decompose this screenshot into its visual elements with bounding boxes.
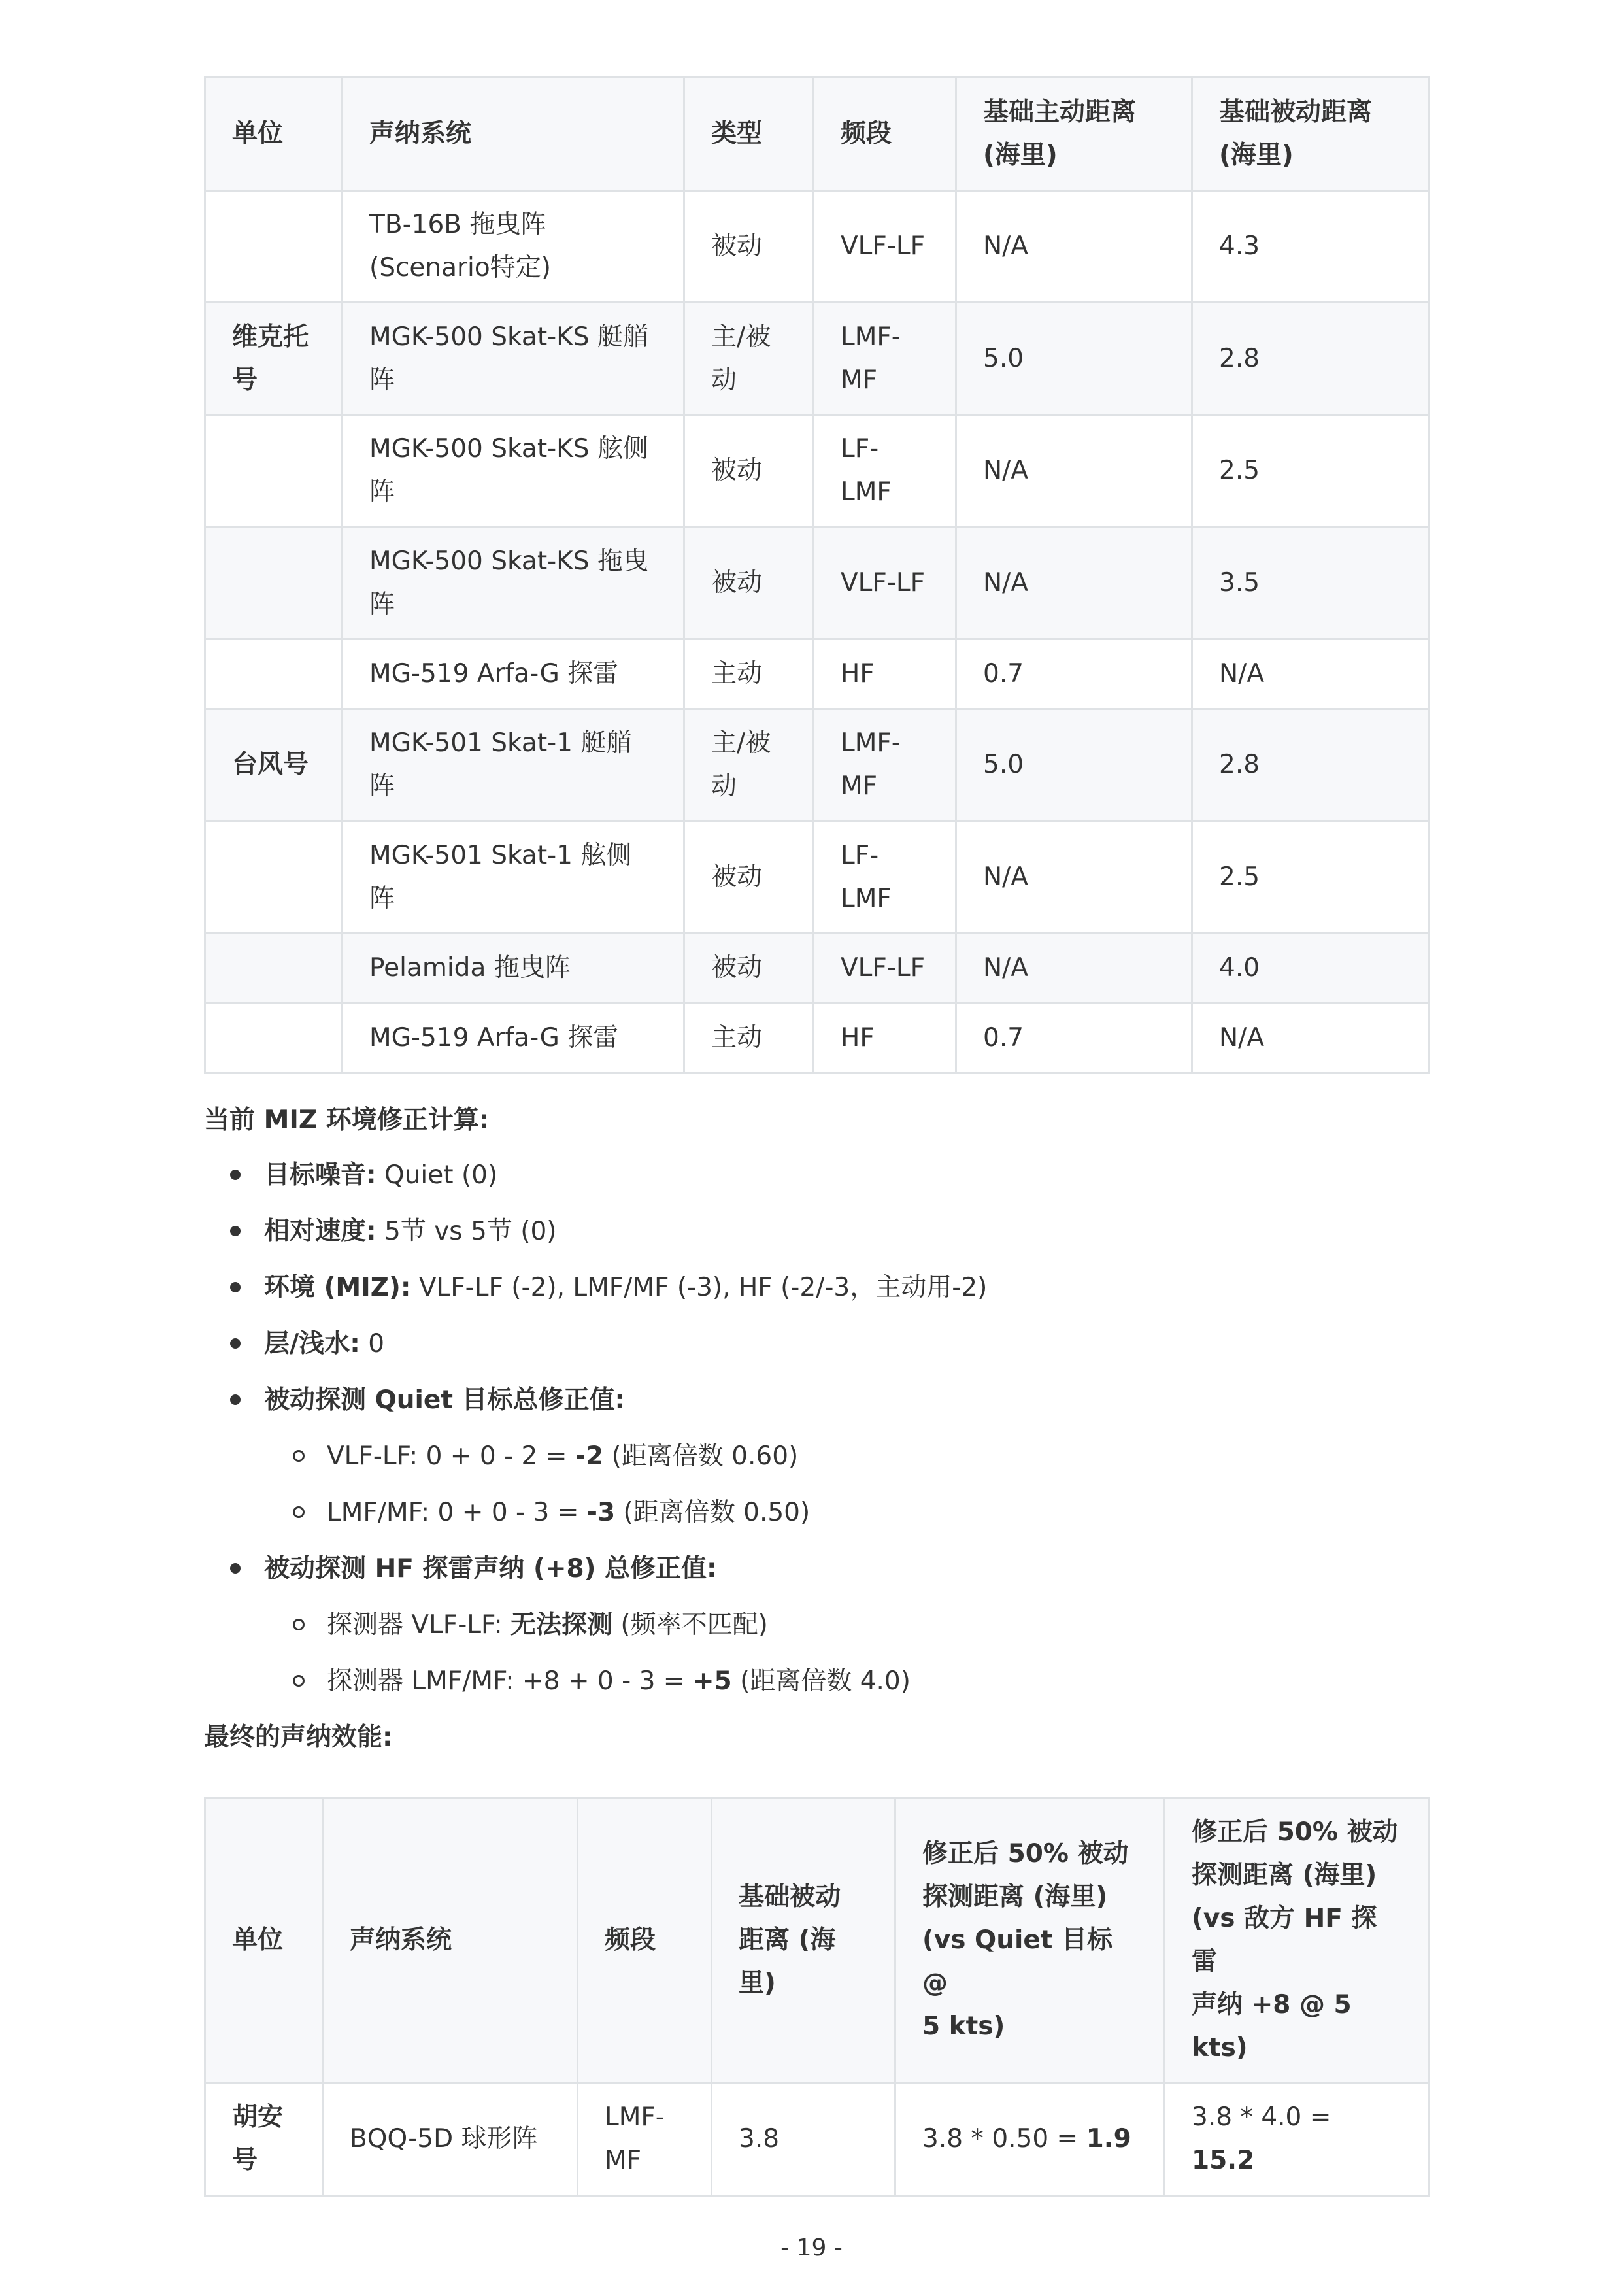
list-item [264,1210,1428,1253]
calc-text: 3.8 * 4.0 = [1192,2102,1331,2132]
cell-unit: 胡安 号 [205,2083,323,2196]
header-band: 频段 [578,1798,712,2083]
cell-system: MGK-500 Skat-KS 艇艏 阵 [343,303,684,415]
cell-band: VLF-LF [814,191,956,303]
cell-system: TB-16B 拖曳阵 (Scenario特定) [343,191,684,303]
sub-item-text: 探测器 LMF/MF: +8 + 0 - 3 = [327,1666,693,1696]
cell-unit: 台风号 [205,709,343,821]
cell-band: LF- LMF [814,821,956,934]
item-value: 0 [360,1329,385,1359]
cell-passive: N/A [1192,1004,1429,1073]
sub-item-text: 探测器 VLF-LF: [327,1610,510,1640]
cell-unit: 维克托 号 [205,303,343,415]
sub-list [264,1435,1428,1534]
sub-item-text: LMF/MF: 0 + 0 - 3 = [327,1498,587,1527]
table-row [205,415,1429,527]
cell-active: 5.0 [956,303,1192,415]
header-unit: 单位 [205,78,343,191]
item-label: 相对速度: [264,1217,376,1246]
cell-unit [205,527,343,639]
cell-band: VLF-LF [814,527,956,639]
list-item [264,1379,1428,1534]
list-item [264,1323,1428,1366]
cell-passive: 4.0 [1192,934,1429,1004]
table-row [205,303,1429,415]
cell-active: N/A [956,821,1192,934]
cell-system: MG-519 Arfa-G 探雷 [343,639,684,709]
cell-band: LMF- MF [814,709,956,821]
cell-passive: 2.8 [1192,709,1429,821]
miz-modifier-list [204,1154,1428,1703]
cell-active: N/A [956,191,1192,303]
header-modified-quiet: 修正后 50% 被动 探测距离 (海里) (vs Quiet 目标 @ 5 kts) [895,1798,1165,2083]
sub-list-item [327,1435,1428,1478]
cell-passive: 4.3 [1192,191,1429,303]
cell-band: HF [814,1004,956,1073]
cell-type: 被动 [684,934,814,1004]
cell-passive: 3.5 [1192,527,1429,639]
cell-unit [205,191,343,303]
item-label: 目标噪音: [264,1160,376,1190]
cell-active: N/A [956,527,1192,639]
cell-modified-hf [1165,2083,1429,2196]
cell-type: 主/被 动 [684,303,814,415]
cell-type: 主/被 动 [684,709,814,821]
header-unit: 单位 [205,1798,323,2083]
cell-type: 主动 [684,1004,814,1073]
cell-modified-quiet [895,2083,1165,2196]
cell-type: 主动 [684,639,814,709]
table-row [205,934,1429,1004]
sub-list-item [327,1660,1428,1703]
sub-list-item [327,1604,1428,1647]
section-heading-final: 最终的声纳效能: [204,1723,393,1752]
header-sonar-system: 声纳系统 [323,1798,578,2083]
header-type: 类型 [684,78,814,191]
item-label: 层/浅水: [264,1329,360,1359]
cell-system: MG-519 Arfa-G 探雷 [343,1004,684,1073]
cell-system: Pelamida 拖曳阵 [343,934,684,1004]
cell-active: N/A [956,934,1192,1004]
page-number: - 19 - [780,2235,843,2261]
cell-type: 被动 [684,527,814,639]
sub-item-bold: -3 [586,1498,616,1527]
cell-system: MGK-500 Skat-KS 拖曳 阵 [343,527,684,639]
cell-type: 被动 [684,191,814,303]
table-row [205,639,1429,709]
cell-system: MGK-500 Skat-KS 舷侧 阵 [343,415,684,527]
cell-active: 5.0 [956,709,1192,821]
cell-band: LMF- MF [814,303,956,415]
cell-band: VLF-LF [814,934,956,1004]
cell-unit [205,639,343,709]
table-row [205,191,1429,303]
sub-item-bold: +5 [692,1666,732,1696]
cell-unit [205,821,343,934]
item-label: 被动探测 HF 探雷声纳 (+8) 总修正值: [264,1554,717,1583]
spacer [204,1759,1428,1797]
header-modified-hf: 修正后 50% 被动 探测距离 (海里) (vs 敌方 HF 探雷 声纳 +8 @ 5 kts) [1165,1798,1429,2083]
cell-band: HF [814,639,956,709]
cell-band: LMF- MF [578,2083,712,2196]
cell-type: 被动 [684,821,814,934]
sub-item-text: (频率不匹配) [612,1610,768,1640]
sonar-base-table [204,76,1430,1074]
table-header-row [205,78,1429,191]
cell-active: 0.7 [956,639,1192,709]
table-row [205,821,1429,934]
list-item [264,1266,1428,1309]
calc-result: 1.9 [1086,2124,1131,2153]
header-base-active: 基础主动距离 (海里) [956,78,1192,191]
cell-unit [205,415,343,527]
list-item [264,1547,1428,1703]
item-label: 环境 (MIZ): [264,1273,411,1302]
sub-list-item [327,1491,1428,1534]
header-sonar-system: 声纳系统 [343,78,684,191]
cell-unit [205,1004,343,1073]
cell-base: 3.8 [712,2083,895,2196]
item-value: Quiet (0) [376,1160,498,1190]
cell-band: LF- LMF [814,415,956,527]
item-value: 5节 vs 5节 (0) [376,1217,557,1246]
cell-system: BQQ-5D 球形阵 [323,2083,578,2196]
list-item [264,1154,1428,1197]
cell-active: 0.7 [956,1004,1192,1073]
table-row [205,527,1429,639]
section-heading-miz: 当前 MIZ 环境修正计算: [204,1106,490,1135]
table-row [205,709,1429,821]
cell-system: MGK-501 Skat-1 舷侧阵 [343,821,684,934]
header-band: 频段 [814,78,956,191]
cell-passive: 2.5 [1192,821,1429,934]
item-label: 被动探测 Quiet 目标总修正值: [264,1385,626,1415]
sub-list [264,1604,1428,1703]
sonar-final-table [204,1797,1430,2197]
item-value: VLF-LF (-2), LMF/MF (-3), HF (-2/-3，主动用-2) [410,1273,988,1302]
table-header-row [205,1798,1429,2083]
header-base-passive: 基础被动 距离 (海 里) [712,1798,895,2083]
cell-system: MGK-501 Skat-1 艇艏阵 [343,709,684,821]
sub-item-bold: 无法探测 [510,1610,612,1640]
sub-item-text: (距离倍数 0.50) [615,1498,811,1527]
document-page [204,76,1428,2197]
sub-item-bold: -2 [575,1442,604,1471]
cell-type: 被动 [684,415,814,527]
calc-text: 3.8 * 0.50 = [922,2124,1086,2153]
calc-result: 15.2 [1192,2146,1255,2175]
cell-active: N/A [956,415,1192,527]
cell-passive: 2.5 [1192,415,1429,527]
table-row [205,1004,1429,1073]
sub-item-text: (距离倍数 4.0) [731,1666,911,1696]
cell-passive: 2.8 [1192,303,1429,415]
cell-unit [205,934,343,1004]
header-base-passive: 基础被动距离 (海里) [1192,78,1429,191]
sub-item-text: (距离倍数 0.60) [603,1442,799,1471]
table-row [205,2083,1429,2196]
sub-item-text: VLF-LF: 0 + 0 - 2 = [327,1442,575,1471]
cell-passive: N/A [1192,639,1429,709]
